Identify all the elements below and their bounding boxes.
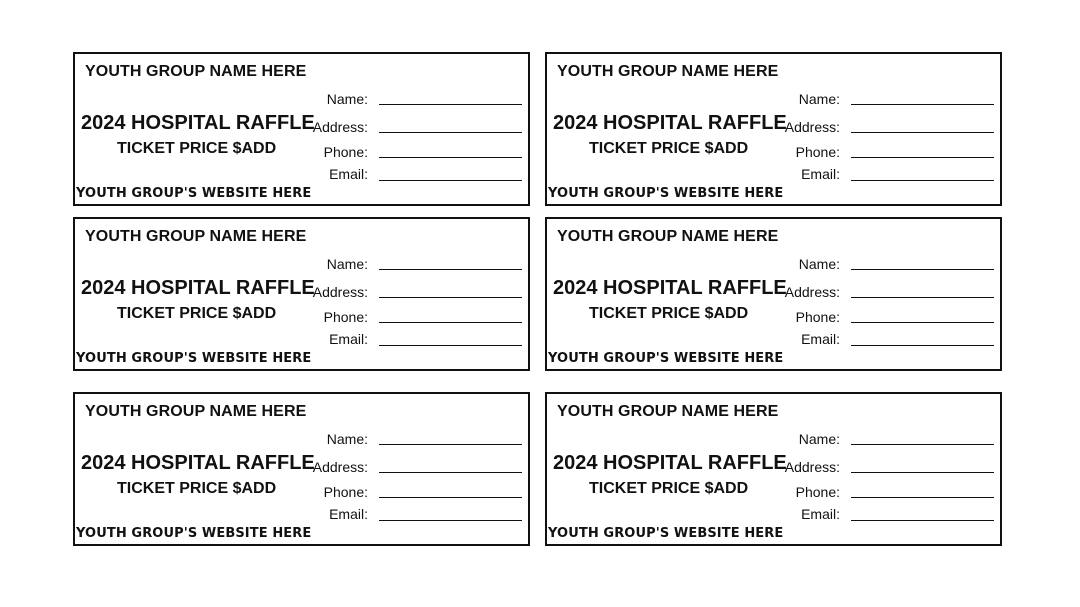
group-name: YOUTH GROUP NAME HERE (85, 403, 307, 420)
website-text: YOUTH GROUP'S WEBSITE HERE (548, 186, 784, 201)
address-line[interactable] (851, 132, 994, 133)
email-label: Email: (801, 506, 840, 522)
phone-label: Phone: (323, 309, 368, 325)
phone-label: Phone: (795, 484, 840, 500)
website-text: YOUTH GROUP'S WEBSITE HERE (76, 186, 312, 201)
email-line[interactable] (379, 345, 522, 346)
phone-line[interactable] (851, 157, 994, 158)
ticket-price: TICKET PRICE $ADD (117, 140, 277, 157)
group-name: YOUTH GROUP NAME HERE (85, 228, 307, 245)
phone-label: Phone: (795, 309, 840, 325)
name-line[interactable] (379, 444, 522, 445)
address-label: Address: (784, 119, 840, 135)
ticket-price: TICKET PRICE $ADD (117, 480, 277, 497)
name-label: Name: (326, 256, 368, 272)
name-label: Name: (798, 91, 840, 107)
phone-label: Phone: (323, 144, 368, 160)
website-text: YOUTH GROUP'S WEBSITE HERE (76, 351, 312, 366)
address-label: Address: (312, 459, 368, 475)
ticket-price: TICKET PRICE $ADD (589, 480, 749, 497)
address-label: Address: (312, 119, 368, 135)
email-label: Email: (801, 166, 840, 182)
address-label: Address: (784, 459, 840, 475)
raffle-title: 2024 HOSPITAL RAFFLE (553, 112, 787, 134)
address-line[interactable] (851, 297, 994, 298)
website-text: YOUTH GROUP'S WEBSITE HERE (548, 526, 784, 541)
name-line[interactable] (379, 269, 522, 270)
group-name: YOUTH GROUP NAME HERE (557, 403, 779, 420)
raffle-title: 2024 HOSPITAL RAFFLE (81, 452, 315, 474)
email-line[interactable] (851, 180, 994, 181)
raffle-ticket (545, 52, 1002, 206)
address-line[interactable] (379, 297, 522, 298)
raffle-title: 2024 HOSPITAL RAFFLE (553, 452, 787, 474)
email-line[interactable] (379, 520, 522, 521)
email-label: Email: (329, 166, 368, 182)
raffle-ticket (545, 392, 1002, 546)
name-line[interactable] (851, 269, 994, 270)
address-label: Address: (784, 284, 840, 300)
website-text: YOUTH GROUP'S WEBSITE HERE (76, 526, 312, 541)
email-label: Email: (329, 506, 368, 522)
address-line[interactable] (379, 472, 522, 473)
raffle-ticket (73, 392, 530, 546)
ticket-price: TICKET PRICE $ADD (589, 140, 749, 157)
email-line[interactable] (379, 180, 522, 181)
email-line[interactable] (851, 520, 994, 521)
raffle-title: 2024 HOSPITAL RAFFLE (553, 277, 787, 299)
address-line[interactable] (851, 472, 994, 473)
phone-line[interactable] (379, 157, 522, 158)
address-label: Address: (312, 284, 368, 300)
phone-line[interactable] (379, 497, 522, 498)
phone-label: Phone: (795, 144, 840, 160)
group-name: YOUTH GROUP NAME HERE (557, 63, 779, 80)
name-label: Name: (798, 431, 840, 447)
phone-line[interactable] (851, 322, 994, 323)
address-line[interactable] (379, 132, 522, 133)
phone-line[interactable] (379, 322, 522, 323)
name-line[interactable] (851, 444, 994, 445)
name-line[interactable] (379, 104, 522, 105)
name-label: Name: (798, 256, 840, 272)
email-label: Email: (801, 331, 840, 347)
ticket-price: TICKET PRICE $ADD (589, 305, 749, 322)
email-line[interactable] (851, 345, 994, 346)
name-line[interactable] (851, 104, 994, 105)
name-label: Name: (326, 91, 368, 107)
phone-label: Phone: (323, 484, 368, 500)
email-label: Email: (329, 331, 368, 347)
raffle-ticket (73, 217, 530, 371)
name-label: Name: (326, 431, 368, 447)
group-name: YOUTH GROUP NAME HERE (85, 63, 307, 80)
raffle-ticket (545, 217, 1002, 371)
website-text: YOUTH GROUP'S WEBSITE HERE (548, 351, 784, 366)
raffle-title: 2024 HOSPITAL RAFFLE (81, 112, 315, 134)
phone-line[interactable] (851, 497, 994, 498)
raffle-title: 2024 HOSPITAL RAFFLE (81, 277, 315, 299)
ticket-price: TICKET PRICE $ADD (117, 305, 277, 322)
raffle-ticket (73, 52, 530, 206)
group-name: YOUTH GROUP NAME HERE (557, 228, 779, 245)
